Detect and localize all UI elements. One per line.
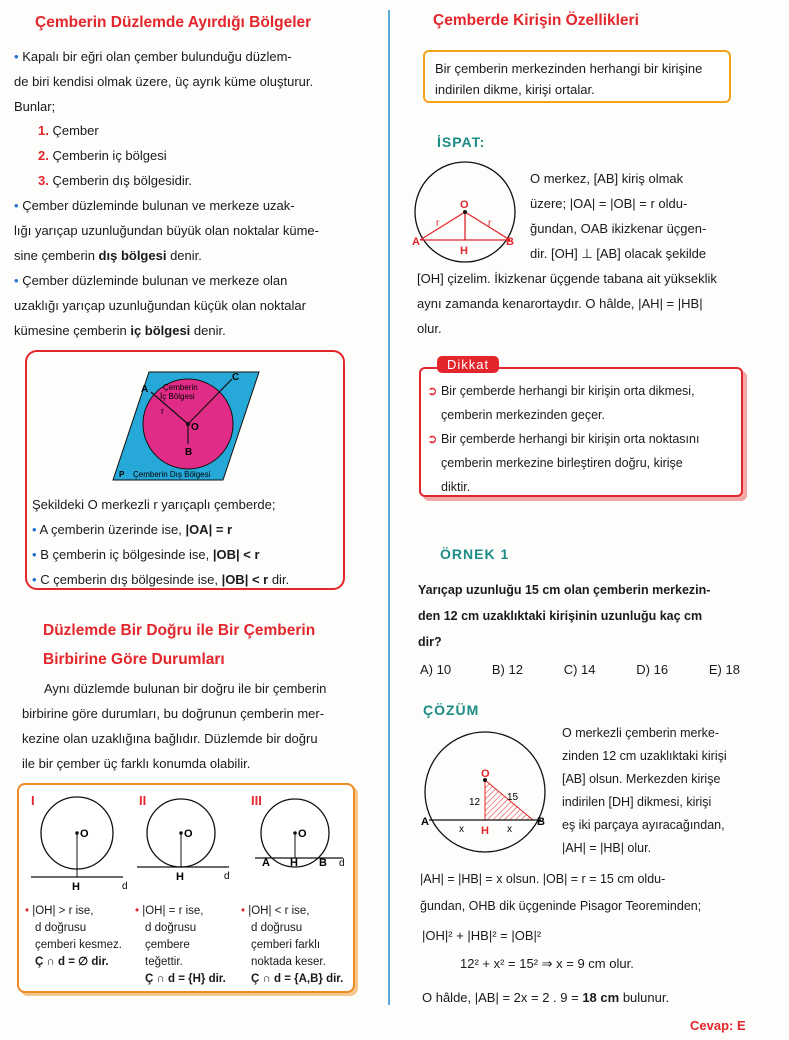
- cases-figure: [19, 785, 357, 895]
- paragraph-inner-region: • Çember düzleminde bulunan ve merkeze olan uzaklığı yarıçap uzunluğundan küçük olan noktalar kümesine çemberin iç bölgesi denir.: [14, 273, 306, 338]
- svg-text:A: A: [421, 816, 429, 828]
- roman-I: I: [31, 793, 35, 808]
- choice-a[interactable]: A) 10: [420, 662, 452, 677]
- choice-e[interactable]: E) 18: [708, 662, 740, 677]
- svg-text:r: r: [436, 218, 440, 229]
- svg-text:O: O: [80, 828, 89, 840]
- svg-text:H: H: [481, 825, 489, 837]
- svg-text:A: A: [412, 236, 420, 248]
- property-line: indirilen dikme, kirişi ortalar.: [435, 82, 595, 97]
- svg-text:H: H: [176, 871, 184, 883]
- regions-conditions: [32, 492, 342, 592]
- case-III-text: • |OH| < r ise, d doğrusu çemberi farklı noktada keser. Ç ∩ d = {A,B} dir.: [241, 905, 344, 985]
- svg-text:O: O: [184, 828, 193, 840]
- label-O: O: [191, 422, 199, 433]
- regions-box: [25, 350, 345, 590]
- list-item: 2. Çemberin iç bölgesi: [38, 148, 167, 163]
- svg-text:x: x: [459, 824, 464, 835]
- choice-d[interactable]: D) 16: [636, 662, 669, 677]
- example-heading: ÖRNEK 1: [440, 546, 510, 562]
- region-list: [38, 118, 192, 193]
- list-item: 1. Çember: [38, 123, 99, 138]
- svg-text:r: r: [488, 218, 492, 229]
- condition-item: • B çemberin iç bölgesinde ise, |OB| < r: [32, 547, 260, 562]
- paragraph-line-circle: Aynı düzlemde bulunan bir doğru ile bir çemberin birbirine göre durumları, bu doğrunun çemberin mer- kezine olan uzaklığına bağlıdır. Düzlemde bir doğru ile bir çember üç farklı konumda olabilir.: [22, 681, 327, 771]
- chord-property-box: [423, 50, 731, 103]
- section-title-line-circle-1: Düzlemde Bir Doğru ile Bir Çemberin: [43, 622, 316, 639]
- section-title-chord: Çemberde Kirişin Özellikleri: [433, 12, 639, 29]
- case-I-text: • |OH| > r ise, d doğrusu çemberi kesmez. Ç ∩ d = ∅ dir.: [25, 905, 122, 968]
- line-circle-cases-box: [17, 783, 355, 993]
- choice-c[interactable]: C) 14: [563, 662, 596, 677]
- final-answer-line: O hâlde, |AB| = 2x = 2 . 9 = 18 cm bulunur.: [422, 990, 670, 1005]
- svg-text:A: A: [262, 857, 270, 869]
- roman-II: II: [139, 793, 147, 808]
- roman-III: III: [251, 793, 262, 808]
- example-question: Yarıçap uzunluğu 15 cm olan çemberin merkezin- den 12 cm uzaklıktaki kirişinin uzunluğu kaç cm dir?: [418, 583, 711, 649]
- text-line: de biri kendisi olmak üzere, üç ayrık küme oluşturur.: [14, 74, 314, 89]
- equation-solve: 12² + x² = 15² ⇒ x = 9 cm olur.: [460, 956, 634, 971]
- property-line: Bir çemberin merkezinden herhangi bir kirişine: [435, 61, 703, 76]
- answer-choices: [420, 662, 740, 677]
- svg-text:15: 15: [507, 792, 519, 803]
- outer-label: Çemberin Dış Bölgesi: [133, 470, 211, 479]
- label-A: A: [141, 384, 149, 395]
- proof-heading: İSPAT:: [437, 134, 486, 150]
- dikkat-items: ➲ Bir çemberde herhangi bir kirişin orta dikmesi, çemberin merkezinden geçer. ➲ Bir çemberde herhangi bir kirişin orta noktasını çemberin merkezine birleştiren doğru, kirişe diktir.: [427, 384, 700, 494]
- dikkat-box: [419, 367, 743, 497]
- dikkat-label: Dikkat: [437, 356, 499, 373]
- choice-b[interactable]: B) 12: [491, 662, 523, 677]
- solution-text-side: O merkezli çemberin merke- zinden 12 cm uzaklıktaki kirişi [AB] olsun. Merkezden kirişe indirilen [DH] dikmesi, kirişi eş iki parçaya ayıracağından, |AH| = |HB| olur.: [562, 726, 727, 855]
- svg-text:O: O: [481, 768, 490, 780]
- paragraph-outer-region: • Çember düzleminde bulunan ve merkeze uzak- lığı yarıçap uzunluğundan büyük olan noktalar küme- sine çemberin dış bölgesi denir.: [14, 198, 319, 263]
- svg-text:H: H: [290, 857, 298, 869]
- section-title-line-circle-2: Birbirine Göre Durumları: [43, 651, 225, 668]
- svg-text:B: B: [319, 857, 327, 869]
- condition-item: • A çemberin üzerinde ise, |OA| = r: [32, 522, 233, 537]
- solution-heading: ÇÖZÜM: [423, 702, 480, 718]
- svg-text:O: O: [298, 828, 307, 840]
- paragraph-intro: • Kapalı bir eğri olan çember bulunduğu düzlem- de biri kendisi olmak üzere, üç ayrık küme oluşturur. Bunlar;: [14, 44, 359, 119]
- label-C: C: [232, 372, 240, 383]
- regions-figure: [27, 352, 347, 487]
- svg-text:12: 12: [469, 797, 481, 808]
- section-title-regions: Çemberin Düzlemde Ayırdığı Bölgeler: [35, 14, 312, 31]
- text-line: Kapalı bir eğri olan çember bulunduğu düzlem-: [22, 49, 292, 64]
- case-II-text: • |OH| = r ise, d doğrusu çembere teğettir. Ç ∩ d = {H} dir.: [135, 905, 226, 985]
- svg-text:d: d: [122, 881, 128, 892]
- inner-label-1: Çemberin: [163, 383, 198, 392]
- proof-text-top: O merkez, [AB] kiriş olmak üzere; |OA| = |OB| = r oldu- ğundan, OAB ikizkenar üçgen- dir. [OH] ⊥ [AB] olacak şekilde: [530, 171, 707, 261]
- proof-text-bottom: [OH] çizelim. İkizkenar üçgende tabana ait yükseklik aynı zamanda kenarortaydır. O hâlde, |AH| = |HB| olur.: [417, 271, 717, 336]
- svg-text:O: O: [460, 199, 469, 211]
- solution-figure: [415, 722, 555, 862]
- solution-text-bottom: |AH| = |HB| = x olsun. |OB| = r = 15 cm oldu- ğundan, OHB dik üçgeninde Pisagor Teoreminden;: [420, 872, 702, 913]
- text-line: Bunlar;: [14, 99, 56, 114]
- list-item: 3. Çemberin dış bölgesidir.: [38, 173, 192, 188]
- answer-key: Cevap: E: [690, 1018, 746, 1033]
- svg-text:d: d: [339, 858, 345, 869]
- column-divider: [388, 10, 390, 1005]
- svg-text:d: d: [224, 871, 230, 882]
- conditions-intro: Şekildeki O merkezli r yarıçaplı çemberde;: [32, 497, 276, 512]
- svg-text:H: H: [72, 881, 80, 893]
- equation-pythagoras: |OH|² + |HB|² = |OB|²: [422, 928, 542, 943]
- label-P: P: [119, 470, 125, 479]
- condition-item: • C çemberin dış bölgesinde ise, |OB| < r dir.: [32, 572, 290, 587]
- proof-figure: [410, 160, 520, 270]
- label-r: r: [161, 406, 164, 416]
- svg-text:B: B: [537, 816, 545, 828]
- svg-text:B: B: [506, 236, 514, 248]
- label-B: B: [185, 447, 193, 458]
- svg-text:H: H: [460, 245, 468, 257]
- inner-label-2: İç Bölgesi: [160, 392, 195, 401]
- svg-text:x: x: [507, 824, 512, 835]
